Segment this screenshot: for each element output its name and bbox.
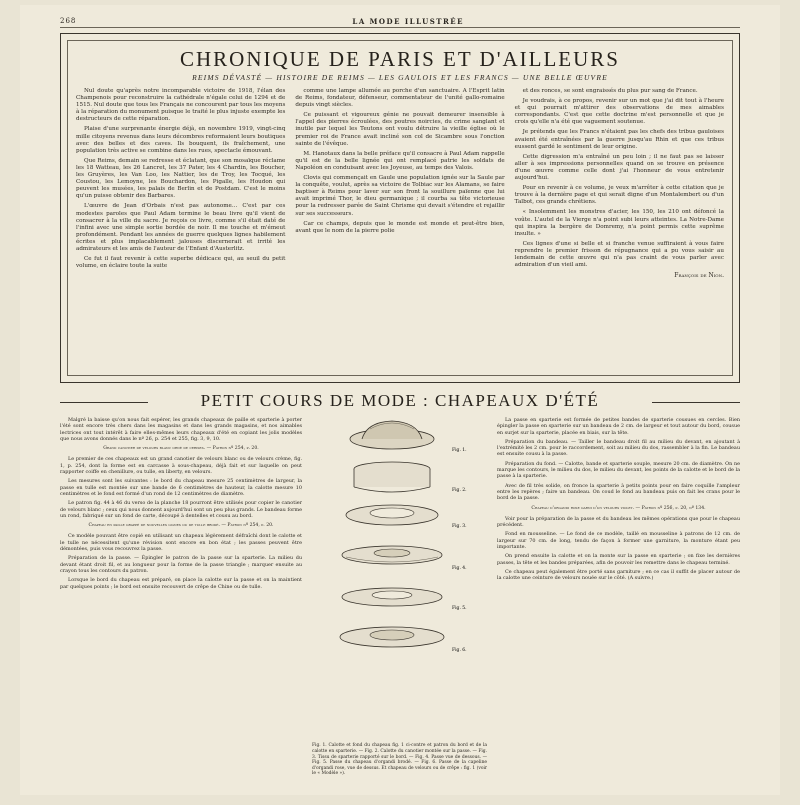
cours-title: PETIT COURS DE MODE : CHAPEAUX D'ÉTÉ	[200, 391, 600, 410]
cours-body	[60, 417, 740, 787]
figure-label: Fig. 2.	[452, 488, 467, 493]
page	[20, 5, 780, 795]
paragraph: « Insolemment les monstres d'acier, les 150, les 210 ont défoncé la voûte. L'autel de la Vierge n'a point subi leurs atteintes. La Notre-Dame qui inspira la bergère de Domremy, n'a point permis cette suprême insulte. »	[514, 209, 724, 237]
paragraph: On prend ensuite la calotte et on la monte sur la passe en sparterie ; on fixe les dernières passes, la tête et les bandes préparées, afin de pouvoir les remettre dans le chapeau terminé.	[497, 553, 740, 566]
paragraph: Car ce champs, depuis que le monde est monde et peut-être bien, avant que le nom de la pierre polie	[295, 220, 505, 234]
paragraph: Pour en revenir à ce volume, je veux m'arrêter à cette citation que je trouve à la dernière page et qui serait digne d'un Montalembert ou d'un Talbot, ces grands chrétiens.	[514, 185, 724, 206]
caption: Grand canotier de velours blanc orné de cerises. — Patron nº 254, p. 20.	[103, 446, 259, 452]
paragraph: Ces lignes d'une si belle et si franche venue suffiraient à vous faire reprendre le premier frisson de répugnance qui a pu vous saisir au lendemain de cette œuvre qui n'a pas craint de vous parler avec admiration d'un vieil ami.	[514, 240, 724, 269]
chronique-subtitle: REIMS DÉVASTÉ — HISTOIRE DE REIMS — LES GAULOIS ET LES FRANCS — UNE BELLE ŒUVRE	[192, 73, 608, 82]
running-header	[60, 15, 740, 28]
paragraph: Préparation de la passe. — Épingler le patron de la passe sur la sparterie. La milieu du devant étant droit fil, et au longueur pour la forme de la passe triangle ; marquer ensuite au crayon tous les contours du patron.	[60, 555, 303, 574]
paragraph: Fond en mousseline. — Le fond de ce modèle, taillé en mousseline à patrons de 12 cm. de largeur sur 70 cm. de long, tendu de façon à former une garniture, la monture étant peu importante.	[497, 531, 740, 551]
figure-5	[342, 588, 467, 611]
signature: François de Nion.	[674, 272, 724, 280]
paragraph: M. Hanotaux dans la belle préface qu'il consacre à Paul Adam rappelle qu'il est de la belle lignée qui ont remplacé patrie les soldats de Napoléon en conduisant avec les Joyeuse, au temps des Valois.	[295, 150, 505, 171]
figure-6	[340, 627, 467, 653]
paragraph: et des ronces, se sont engraissés du plus pur sang de France.	[522, 88, 698, 94]
figure-label: Fig. 3.	[452, 524, 467, 529]
hat-pattern-figures	[312, 417, 487, 717]
paragraph: Malgré la baisse qu'on nous fait espérer, les grands chapeaux de paille et sparterie à porter l'été sont encore très chers dans les magasins et dans les grands magasins, et nos aimables lectrices ont tout intérêt à faire elles-mêmes leurs chapeaux d'été en copiant les jolis modèles que nous avons donnés dans le nº 26, p. 254 et 255, fig. 3, 9, 10.	[60, 417, 303, 442]
paragraph: Je voudrais, à ce propos, revenir sur un mot que j'ai dit tout à l'heure et qui pourrait m'attirer des observations de mes aimables correspondants. C'est que cette doctrine m'est personnelle et que je crois qu'elle n'a été que vaguement soutenue.	[514, 98, 724, 126]
paragraph: Ce fut il faut revenir à cette superbe dédicace qui, au seuil du petit volume, en éclaire toute la suite	[76, 256, 286, 270]
figure-label: Fig. 1.	[452, 448, 467, 453]
chronique-column-2	[295, 88, 504, 279]
figure-3	[346, 505, 467, 529]
chronique-column-3	[515, 88, 724, 279]
paragraph: Clovis qui commençait en Gaule une population ignée sur la Saule par la conquête, voulut, après sa victoire de Tolbiac sur les Alamans, se faire baptiser à Reims pour laver sur son front la souillure païenne que lui avait imprimé Thor, le dieu germanique ; il courba sa tête victorieuse pour la redresser parée de Saint Chrisme qui devait s'étendre et rejaillir sur ses successeurs.	[295, 175, 505, 217]
paragraph: Les mesures sont les suivantes : le bord du chapeau mesure 25 centimètres de largeur, la passe en tulle est montée sur une bande de 6 centimètres de hauteur, la calotte mesure 10 centimètres et le fond est formé d'un rond de 12 centimètres de diamètre.	[60, 478, 303, 497]
caption: Chapeau d'organdi rose garni d'un velours violet. — Patron nº 256, p. 20, nº 134.	[531, 505, 706, 511]
figure-label: Fig. 5.	[452, 606, 467, 611]
figure-label: Fig. 6.	[452, 648, 467, 653]
paragraph: Le patron fig. 44 à 46 du verso de la planche 18 pourront être utilisés pour copier le canotier de velours blanc ; ceux qui nous donnent aujourd'hui sont un peu plus grands. Le bandeau forme un rond, fabriqué sur un fond de carte, découpé à dentelles et cousu au bord.	[60, 500, 303, 519]
paragraph: Ce puissant et vigoureux génie ne pouvait demeurer insensible à l'appel des pierres écroulées, des poutres noircies, du crime sanglant et inutile par lequel les Teutons ont voulu détruire la vieille église où le premier roi de France avait incliné son col de Sicambre sous l'onction sainte de l'évêque.	[295, 112, 505, 147]
heading-rule-right	[652, 402, 740, 403]
cours-right-column	[497, 417, 740, 787]
paragraph: Je prétends que les Francs n'étaient pas les chefs des tribus gauloises avaient été entraînées par la guerre jusqu'au Rhin et que ces tribus eussent gardé le sentiment de leur origine.	[514, 129, 724, 150]
paragraph: Voir pour la préparation de la passe et du bandeau les mêmes opérations que pour le chapeau précédent.	[497, 515, 740, 529]
paragraph: Avec de fil très solide, on fronce la sparterie à petits points pour en faire coquille l'ampleur entre les repères ; faire un bandeau. On coud le fond au bandeau puis on fait les crans pour le bord de la passe.	[497, 482, 740, 502]
journal-title: LA MODE ILLUSTRÉE	[352, 16, 464, 26]
cours-left-column	[60, 417, 302, 787]
paragraph: Le premier de ces chapeaux est un grand canotier de velours blanc ou de velours crème, fig. 1, p. 254, dont la forme est en carcasse à sous-chapeau, déjà fait et sur laquelle on peut rapporter coiffe en chenillure, ou tulle, en liberty, en velours.	[60, 456, 303, 476]
figures-legend: Fig. 1. Calotte et fond du chapeau fig. 1 ci-contre et patron du bord et de la calotte en sparterie. — Fig. 2. Calotte du canotier montée sur la passe. — Fig. 3. Tissu de sparterie rapporté sur le bord. — Fig. 4. Passe vue de dessous. — Fig. 5. Passe du chapeau d'organdi brodé. — Fig. 6. Passe de la capeline d'organdi rose, vue de dessus. Et chapeau de velours ou de crêpe : fig. 1 (voir le « Modèle »).	[312, 743, 488, 777]
paragraph: L'œuvre de Jean d'Orbais n'est pas autonome… C'est par ces modestes paroles que Paul Adam termine le beau livre qu'il vient de consacrer à la ville du sacre. Je reçois ce livre, comme s'il était daté de l'infini avec une simple sortie bordée de noir. Il me touche et m'émeut profondément. Pendant les années de guerre quelques lignes habilement écrites et plus implacablement jalouses discernerait et irrité les admirateurs et les amis de l'auteur de l'Enfant d'Austerlitz.	[76, 203, 286, 252]
paragraph: Ce chapeau peut également être porté sans garniture ; en ce cas il suffit de placer autour de la calotte une ceinture de velours nouée sur le côté. (A suivre.)	[497, 568, 740, 582]
paragraph: comme une lampe allumée au porche d'un sanctuaire. A l'Esprit latin de Reims, fondateur, défenseur, commentateur de l'unité gallo-romaine depuis vingt siècles.	[295, 88, 505, 109]
chronique-title: CHRONIQUE DE PARIS ET D'AILLEURS	[180, 47, 620, 71]
paragraph: Que Reims, demain se redresse et éclatant, que son mosaïque réclame les 18 Watteau, les 26 Lancret, les 37 Pater, les 4 Chardin, les Boucher, les Gruyères, les Van Loo, les Nattier, les de Troy, les Tocqué, les Coustou, les Lemoyne, les Bouchardon, les Pigalle, les Houdon qui peuvent les musées, les palais de Berlin et de Postdam. C'est le moins qu'un puisse obtenir des Barbares.	[76, 157, 286, 200]
figure-4	[342, 546, 467, 571]
paragraph: Préparation du fond. — Calotte, bande et sparterie souple, mesure 20 cm. de diamètre. On ne marque les contours, le milieu du dos, le milieu du devant, les points de la calotte et le bord de la passe à la sparterie.	[497, 460, 740, 480]
paragraph: Nul doute qu'après notre incomparable victoire de 1918, l'élan des Champenois pour reconstruire la cathédrale n'égale celui de 1294 et de 1515. Nul doute que tous les Français ne concourent par tous les moyens à la réparation du monument puisque le traité le plus injuste exempte les destructeurs de cette réparation.	[76, 88, 286, 123]
paragraph: Préparation du bandeau. — Tailler le bandeau droit fil au milieu du devant, en ajoutant à l'extrémité les 2 cm. pour le raccordement, soit au milieu du dos, rassembler à la fin. Le bandeau est ensuite cousu à la passe.	[497, 438, 740, 458]
figure-2	[354, 462, 467, 493]
paragraph: Lorsque le bord du chapeau est préparé, on place la calotte sur la passe et on la maintient par quelques points ; le bord est ensuite recouvert de crêpe de Chine ou de tulle.	[60, 577, 303, 590]
paragraph: Cette digression m'a entraîné un peu loin ; il ne faut pas se laisser aller à ses impressions personnelles quand on se trouve en présence d'une œuvre comme celle dont j'ai l'honneur de vous entretenir aujourd'hui.	[514, 153, 724, 182]
figure-label: Fig. 4.	[452, 566, 467, 571]
paragraph: Ce modèle pouvant être copié en utilisant un chapeau légèrement défraîchi dont le calotte et le tulle ne nécessitent qu'une révision sont encore en bon état ; les passes peuvent être démontées, puis vous recouvrez la passe.	[60, 533, 303, 553]
caption: Chapeau en paille grappé de nouvelles lignes ou de tulle brodé. — Patron nº 254, p. 20.	[88, 523, 274, 529]
paragraph: La passe en sparterie est formée de petites bandes de sparterie cousues en cercles. Bien épingler la passe en sparterie sur un bandeau de 2 cm. de largeur et tout autour du bord, cousue en surjet sur la sparterie, placée en biais, sur la tête.	[497, 417, 740, 436]
chronique-frame	[60, 33, 740, 383]
figures-column	[312, 417, 487, 787]
chronique-column-1	[76, 88, 285, 279]
page-number: 268	[60, 17, 77, 25]
paragraph: Plaise d'une surprenante énergie déjà, en novembre 1919, vingt-cinq mille citoyens revenus dans leurs décombres reformaient leurs boutiques avec des belles et des caves. Ils bouquent, ils fraîchement, une population très active se combine dans les rues, spectacle émouvant.	[76, 126, 286, 154]
figure-1	[350, 421, 467, 453]
